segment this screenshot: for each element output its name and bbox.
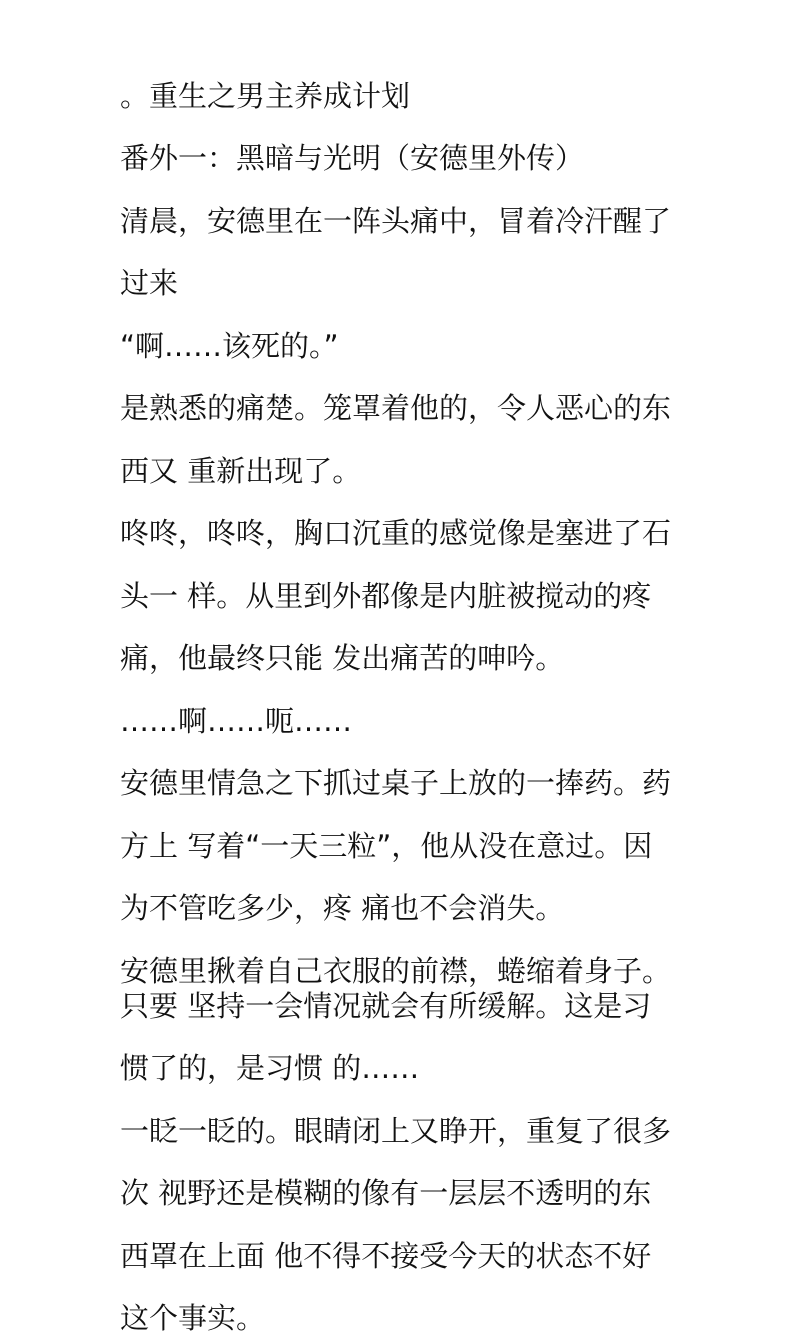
text-line: 方上 写着“一天三粒”，他从没在意过。因 (120, 829, 653, 863)
chapter-heading: 番外一：黑暗与光明（安德里外传） (120, 141, 585, 175)
text-line: 头一 样。从里到外都像是内脏被搅动的疼 (120, 579, 652, 613)
text-line: 是熟悉的痛楚。笼罩着他的，令人恶心的东 (120, 391, 672, 425)
text-line: 痛，他最终只能 发出痛苦的呻吟。 (120, 641, 565, 675)
document-title: 。重生之男主养成计划 (120, 79, 411, 113)
text-line: “啊……该死的。” (120, 329, 339, 363)
text-line: 安德里揪着自己衣服的前襟，蜷缩着身子。 (120, 954, 672, 988)
text-line: 清晨，安德里在一阵头痛中，冒着冷汗醒了 (120, 204, 672, 238)
text-line: 只要 坚持一会情况就会有所缓解。这是习 (120, 989, 652, 1023)
text-line: 次 视野还是模糊的像有一层层不透明的东 (120, 1176, 652, 1210)
text-line: ……啊……呃…… (120, 704, 353, 738)
text-line: 惯了的，是习惯 的…… (120, 1051, 420, 1085)
text-line: 安德里情急之下抓过桌子上放的一捧药。药 (120, 766, 672, 800)
text-line: 西又 重新出现了。 (120, 454, 362, 488)
text-line: 这个事实。 (120, 1301, 266, 1335)
text-line: 为不管吃多少，疼 痛也不会消失。 (120, 891, 565, 925)
text-line: 咚咚，咚咚，胸口沉重的感觉像是塞进了石 (120, 516, 672, 550)
text-line: 一眨一眨的。眼睛闭上又睁开，重复了很多 (120, 1114, 672, 1148)
text-line: 过来 (120, 266, 179, 300)
text-line: 西罩在上面 他不得不接受今天的状态不好 (120, 1239, 652, 1273)
